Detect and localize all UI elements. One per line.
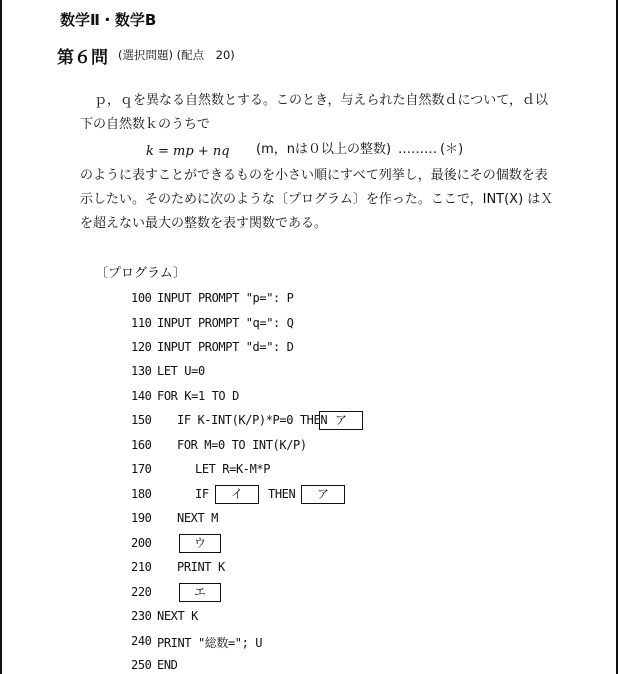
page-border-right <box>616 0 618 674</box>
code-text: THEN <box>268 487 296 501</box>
code-text: PRINT "総数="; U <box>157 636 263 650</box>
prose-line-5: を超えない最大の整数を表す関数である。 <box>80 216 328 231</box>
problem-number: 第６問 <box>57 48 108 68</box>
code-text: IF K-INT(K/P)*P=0 THEN <box>177 413 328 427</box>
line-number: 190 <box>131 511 152 525</box>
line-number: 100 <box>131 291 152 305</box>
line-number: 210 <box>131 560 152 574</box>
code-text: LET U=0 <box>157 364 205 378</box>
line-number: 170 <box>131 462 152 476</box>
section-title: 数学Ⅱ・数学B <box>60 11 157 29</box>
page-border-left <box>0 0 2 674</box>
answer-blank-a-ref-box <box>301 484 345 504</box>
formula-tag: (＊) <box>440 142 464 157</box>
answer-blank-a-box <box>319 410 363 430</box>
line-number: 160 <box>131 438 152 452</box>
line-number: 120 <box>131 340 152 354</box>
answer-blank-e-box <box>179 582 221 602</box>
problem-meta <box>118 47 235 63</box>
answer-blank-a: ア <box>319 411 363 430</box>
code-text: END <box>157 658 178 672</box>
answer-blank-i-box <box>215 484 259 504</box>
line-number: 240 <box>131 634 152 648</box>
answer-blank-i: イ <box>215 485 259 504</box>
answer-blank-u-box <box>179 533 221 553</box>
line-number: 230 <box>131 609 152 623</box>
line-number: 150 <box>131 413 152 427</box>
program-header: 〔プログラム〕 <box>95 266 186 281</box>
line-number: 130 <box>131 364 152 378</box>
code-text: FOR M=0 TO INT(K/P) <box>177 438 307 452</box>
code-text: INPUT PROMPT "d=": D <box>157 340 294 354</box>
formula-expression: k = mp + nq <box>146 144 230 159</box>
formula-dots: ……… <box>398 142 437 157</box>
line-number: 110 <box>131 316 152 330</box>
code-text: FOR K=1 TO D <box>157 389 239 403</box>
line-number: 180 <box>131 487 152 501</box>
code-text: NEXT M <box>177 511 218 525</box>
answer-blank-a-reference: ア <box>301 485 345 504</box>
line-number: 200 <box>131 536 152 550</box>
formula-condition: (m，nは０以上の整数) <box>256 142 392 157</box>
prose-line-1: ｐ，ｑを異なる自然数とする。このとき，与えられた自然数ｄについて，ｄ以 <box>94 93 548 108</box>
prose-line-3: のように表すことができるものを小さい順にすべて列挙し，最後にその個数を表 <box>80 168 548 183</box>
prose-line-4: 示したい。そのために次のような〔プログラム〕を作った。ここで，INT(X) はＸ <box>80 192 554 207</box>
problem-type: (選択問題) <box>118 48 173 62</box>
code-text: IF <box>195 487 209 501</box>
answer-blank-e: エ <box>179 583 221 602</box>
code-text: LET R=K-M*P <box>195 462 271 476</box>
code-text: NEXT K <box>157 609 198 623</box>
code-text: INPUT PROMPT "q=": Q <box>157 316 294 330</box>
prose-line-2: 下の自然数ｋのうちで <box>80 117 210 132</box>
line-number: 250 <box>131 658 152 672</box>
formula-main <box>146 144 230 159</box>
code-text: PRINT K <box>177 560 225 574</box>
code-text: INPUT PROMPT "p=": P <box>157 291 294 305</box>
problem-points: (配点 20) <box>176 48 235 62</box>
line-number: 140 <box>131 389 152 403</box>
line-number: 220 <box>131 585 152 599</box>
answer-blank-u: ウ <box>179 534 221 553</box>
